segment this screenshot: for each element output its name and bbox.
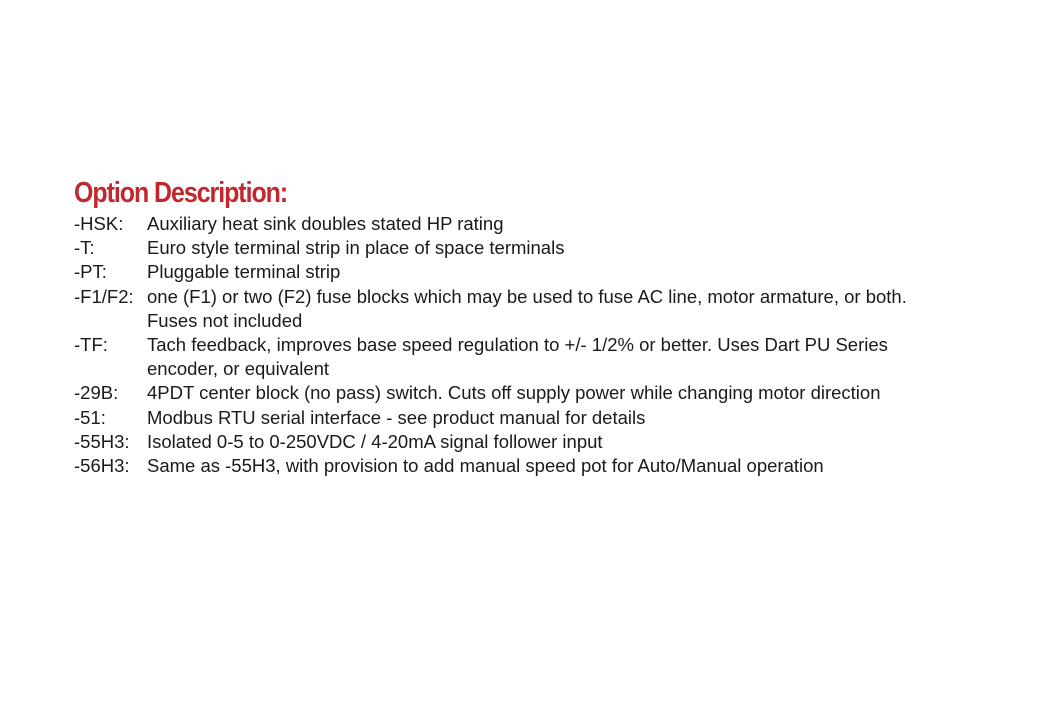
option-description xyxy=(147,260,1014,284)
option-description xyxy=(147,212,1014,236)
option-description-line: Pluggable terminal strip xyxy=(147,261,341,283)
option-description-line: Modbus RTU serial interface - see product manual for details xyxy=(147,406,646,428)
option-code: -PT: xyxy=(74,261,107,283)
option-item-55h3 xyxy=(74,430,1014,454)
option-code: -55H3: xyxy=(74,430,130,452)
option-code: -29B: xyxy=(74,382,119,404)
option-description xyxy=(147,454,1014,478)
option-item-29b xyxy=(74,381,1014,405)
option-description-line: Auxiliary heat sink doubles stated HP rating xyxy=(147,213,504,234)
option-description-line: encoder, or equivalent xyxy=(147,358,330,380)
option-code: -HSK: xyxy=(74,213,124,234)
option-item-51 xyxy=(74,406,1014,430)
option-description xyxy=(147,333,1014,381)
option-code: -F1/F2: xyxy=(74,285,134,307)
section-heading: Option Description: xyxy=(74,177,288,209)
options-list xyxy=(74,212,1014,478)
option-code: -56H3: xyxy=(74,455,130,477)
option-description xyxy=(147,381,1014,405)
option-item-f1-f2 xyxy=(74,285,1014,333)
option-description xyxy=(147,406,1014,430)
option-description-line: 4PDT center block (no pass) switch. Cuts off supply power while changing motor direction xyxy=(147,382,881,404)
option-description-line: Euro style terminal strip in place of space terminals xyxy=(147,237,565,259)
option-description-line: Same as -55H3, with provision to add manual speed pot for Auto/Manual operation xyxy=(147,455,824,477)
option-code: -TF: xyxy=(74,334,108,356)
option-description-section xyxy=(74,176,1014,478)
option-code: -T: xyxy=(74,237,95,259)
option-description-line: one (F1) or two (F2) fuse blocks which may be used to fuse AC line, motor armature, or both. xyxy=(147,285,907,307)
option-description-line: Fuses not included xyxy=(147,309,303,331)
option-description xyxy=(147,285,1014,333)
option-item-56h3 xyxy=(74,454,1014,478)
option-description-line: Tach feedback, improves base speed regulation to +/- 1/2% or better. Uses Dart PU Series xyxy=(147,334,888,356)
option-description xyxy=(147,430,1014,454)
option-item-pt xyxy=(74,260,1014,284)
option-description xyxy=(147,236,1014,260)
option-item-tf xyxy=(74,333,1014,381)
option-item-t xyxy=(74,236,1014,260)
option-code: -51: xyxy=(74,406,106,428)
option-description-line: Isolated 0-5 to 0-250VDC / 4-20mA signal follower input xyxy=(147,430,603,452)
option-item-hsk xyxy=(74,212,1014,236)
